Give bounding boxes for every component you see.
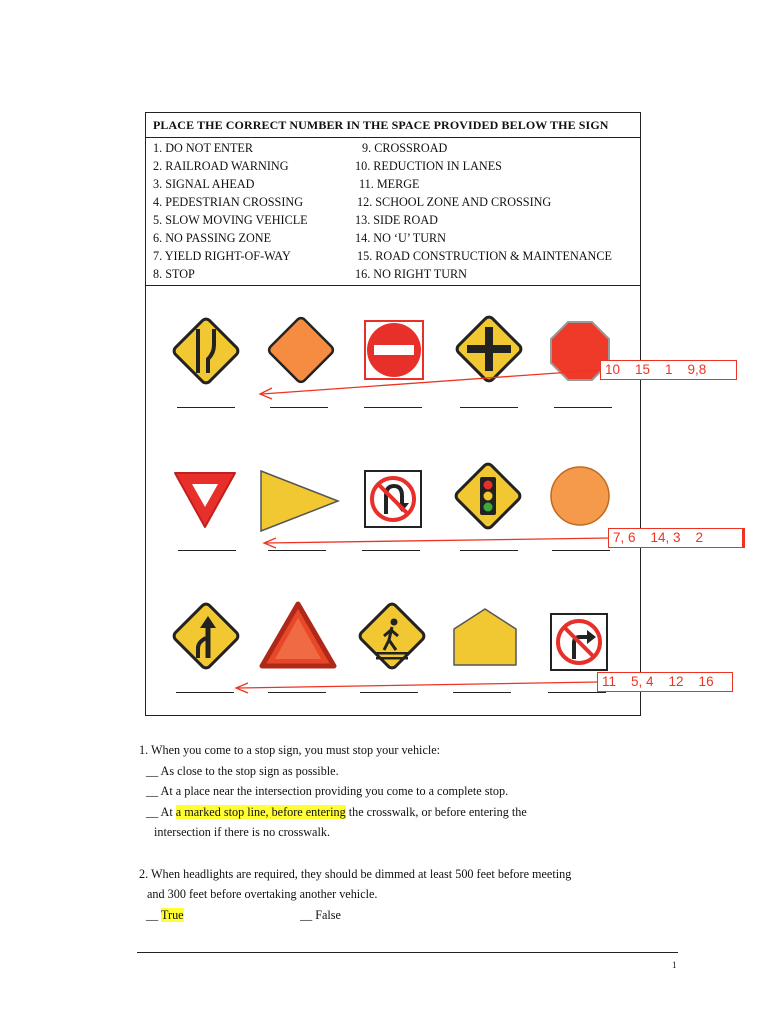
footer-divider <box>137 952 678 953</box>
answer-blank[interactable] <box>554 407 612 408</box>
legend-item: 9. CROSSROAD <box>362 141 448 155</box>
option-3-suffix: the crosswalk, or before entering the <box>345 805 527 819</box>
page-number: 1 <box>672 960 677 970</box>
question-1-stem: 1. When you come to a stop sign, you must stop your vehicle: <box>139 743 441 757</box>
worksheet-header <box>146 113 640 138</box>
true-prefix: __ <box>146 908 162 922</box>
answer-blank[interactable] <box>176 692 234 693</box>
yield-sign-icon <box>172 470 238 530</box>
answer-blank[interactable] <box>453 692 511 693</box>
legend-item: 6. NO PASSING ZONE <box>153 231 272 245</box>
question-1-option-3[interactable] <box>146 805 527 820</box>
merge-sign-icon <box>170 600 242 672</box>
answer-blank[interactable] <box>460 550 518 551</box>
question-2-false-option[interactable]: __ False <box>300 908 341 922</box>
construction-diamond-sign-icon <box>264 313 338 387</box>
slow-moving-vehicle-sign-icon <box>258 600 338 674</box>
answer-box-row1: 10 15 1 9,8 <box>600 360 737 380</box>
no-right-turn-sign-icon <box>550 613 608 671</box>
legend-item: 12. SCHOOL ZONE AND CROSSING <box>357 195 552 209</box>
legend-item: 1. DO NOT ENTER <box>153 141 253 155</box>
lane-reduction-sign-icon <box>170 315 242 387</box>
answer-blank[interactable] <box>552 550 610 551</box>
answer-blank[interactable] <box>268 692 326 693</box>
railroad-round-sign-icon <box>549 465 611 527</box>
answer-box-row2: 7, 6 14, 3 2 <box>608 528 745 548</box>
no-passing-pennant-sign-icon <box>258 468 342 534</box>
question-1-option-2[interactable]: __ At a place near the intersection providing you come to a complete stop. <box>146 784 509 798</box>
worksheet-title: PLACE THE CORRECT NUMBER IN THE SPACE PROVIDED BELOW THE SIGN <box>153 118 609 132</box>
legend-item: 14. NO ‘U’ TURN <box>355 231 446 245</box>
signal-ahead-sign-icon <box>452 460 524 532</box>
answer-blank[interactable] <box>177 407 235 408</box>
answer-blank[interactable] <box>270 407 328 408</box>
legend-item: 13. SIDE ROAD <box>355 213 438 227</box>
legend-item: 5. SLOW MOVING VEHICLE <box>153 213 308 227</box>
answer-blank[interactable] <box>360 692 418 693</box>
legend-item: 8. STOP <box>153 267 195 281</box>
crossroad-sign-icon <box>453 313 525 385</box>
answer-blank[interactable] <box>364 407 422 408</box>
do-not-enter-sign-icon <box>364 320 424 380</box>
legend-item: 10. REDUCTION IN LANES <box>355 159 502 173</box>
answer-blank[interactable] <box>362 550 420 551</box>
option-3-prefix: __ At <box>146 805 176 819</box>
question-2-true-option[interactable] <box>146 908 184 923</box>
legend-item: 3. SIGNAL AHEAD <box>153 177 255 191</box>
legend-item: 16. NO RIGHT TURN <box>355 267 467 281</box>
answer-box-row3: 11 5, 4 12 16 <box>597 672 733 692</box>
answer-blank[interactable] <box>178 550 236 551</box>
true-label: True <box>161 908 184 922</box>
pedestrian-crossing-sign-icon <box>356 600 428 672</box>
legend-item: 2. RAILROAD WARNING <box>153 159 289 173</box>
question-2-stem-continued: and 300 feet before overtaking another vehicle. <box>147 887 378 901</box>
answer-blank[interactable] <box>460 407 518 408</box>
answer-blank[interactable] <box>268 550 326 551</box>
school-zone-pentagon-sign-icon <box>452 607 518 667</box>
legend-item: 11. MERGE <box>359 177 420 191</box>
no-u-turn-sign-icon <box>364 470 422 528</box>
answer-blank[interactable] <box>548 692 606 693</box>
question-1-option-3-continued: intersection if there is no crosswalk. <box>154 825 330 839</box>
question-1-option-1[interactable]: __ As close to the stop sign as possible. <box>146 764 339 778</box>
legend-item: 4. PEDESTRIAN CROSSING <box>153 195 303 209</box>
legend-item: 15. ROAD CONSTRUCTION & MAINTENANCE <box>357 249 612 263</box>
legend-item: 7. YIELD RIGHT-OF-WAY <box>153 249 291 263</box>
highlighted-answer: a marked stop line, before entering <box>175 805 346 819</box>
sign-legend <box>146 138 640 286</box>
question-2-stem: 2. When headlights are required, they should be dimmed at least 500 feet before meeting <box>139 867 572 881</box>
